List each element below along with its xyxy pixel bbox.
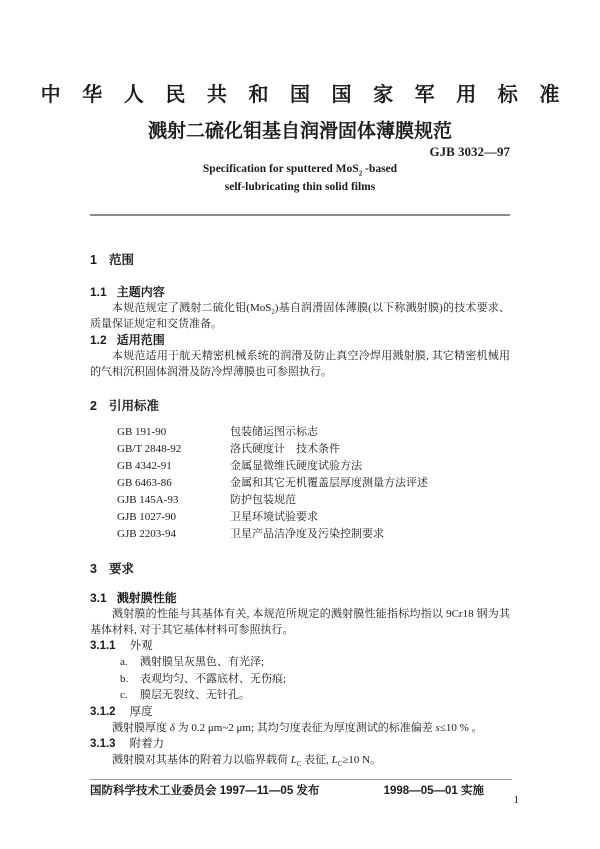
document-title-zh: 溅射二硫化钼基自润滑固体薄膜规范	[147, 121, 452, 142]
section-3-title: 要求	[108, 562, 134, 576]
section-3-1-2-paragraph: 溅射膜厚度 δ 为 0.2 μm~2 μm; 其均匀度表征为厚度测试的标准偏差 s≤10 % 。	[112, 721, 483, 734]
document-footer	[90, 779, 512, 798]
section-3-1-number: 3.1	[90, 591, 107, 605]
section-1-2-heading	[90, 332, 510, 348]
section-1-heading	[90, 252, 510, 268]
list-item	[90, 654, 510, 671]
section-1-2-number: 1.2	[90, 333, 107, 347]
list-item-text: 表观均匀、不露底材、无伤痕;	[140, 672, 287, 685]
implement-date-line: 1998—05—01 实施	[383, 785, 484, 797]
list-item	[90, 671, 510, 688]
section-1-1-number: 1.1	[90, 285, 107, 299]
section-2-heading	[90, 398, 510, 414]
reference-row	[117, 526, 510, 543]
document-title-en-line2: self-lubricating thin solid films	[224, 181, 376, 193]
section-3-number: 3	[90, 562, 97, 576]
page-number: 1	[513, 794, 519, 806]
reference-code: GB 191-90	[117, 426, 167, 438]
header-divider	[90, 214, 510, 216]
section-3-1-3-number: 3.1.3	[90, 737, 116, 750]
reference-list	[90, 424, 510, 543]
reference-code: GJB 145A-93	[117, 494, 179, 506]
section-3-1-paragraph: 溅射膜的性能与其基体有关, 本规范所规定的溅射膜性能指标均指以 9Cr18 钢为其基体材料, 对于其它基体材料可参照执行。	[90, 608, 510, 636]
document-header	[0, 0, 600, 196]
reference-row	[117, 458, 510, 475]
reference-code: GB 6463-86	[117, 477, 172, 489]
section-3-1-3-heading	[90, 736, 510, 752]
section-3-1-2-heading	[90, 704, 510, 720]
section-2-number: 2	[90, 399, 97, 413]
section-3-1-2-title: 厚度	[129, 705, 153, 718]
reference-title: 包装储运图示标志	[230, 426, 318, 438]
reference-row	[117, 509, 510, 526]
section-3-1-2-number: 3.1.2	[90, 705, 116, 718]
section-3-1-heading	[90, 590, 510, 606]
reference-row	[117, 492, 510, 509]
section-1-1-paragraph: 本规范规定了溅射二硫化钼(MoS$_2$)基自润滑固体薄膜(以下称溅射膜)的技术要求、质量保证规定和交货准备。	[90, 302, 510, 330]
document-title-en-line1: Specification for sputtered MoS$_2$ -based	[202, 163, 398, 178]
list-item-text: 溅射膜呈灰黑色、有光泽;	[140, 656, 265, 668]
section-3-1-1-heading	[90, 638, 510, 654]
reference-title: 金属和其它无机覆盖层厚度测量方法评述	[230, 477, 428, 489]
reference-row	[117, 475, 510, 492]
section-3-1-1-title: 外观	[129, 640, 153, 652]
document-body	[0, 252, 600, 768]
reference-title: 金属显微维氏硬度试验方法	[230, 460, 362, 472]
section-1-number: 1	[90, 253, 97, 267]
list-item-label: a.	[120, 656, 128, 668]
reference-code: GJB 2203-94	[117, 528, 176, 540]
section-1-title: 范围	[108, 253, 134, 267]
reference-title: 防护包装规范	[230, 494, 296, 506]
section-1-1-title: 主题内容	[116, 285, 165, 299]
list-item-label: c.	[120, 689, 128, 701]
list-item-label: b.	[120, 672, 129, 685]
section-3-heading	[90, 561, 510, 577]
list-item-text: 膜层无裂纹、无针孔。	[140, 689, 250, 701]
reference-title: 洛氏硬度计 技术条件	[230, 443, 340, 455]
section-1-2-title: 适用范围	[116, 333, 165, 347]
issue-date-line: 国防科学技术工业委员会 1997—11—05 发布	[90, 785, 320, 797]
section-3-1-1-number: 3.1.1	[90, 640, 116, 652]
reference-title: 卫星产品洁净度及污染控制要求	[230, 528, 384, 540]
section-1-1-heading	[90, 284, 510, 300]
reference-row	[117, 441, 510, 458]
standard-number: GJB 3032—97	[429, 144, 510, 159]
reference-row	[117, 424, 510, 441]
section-2-title: 引用标准	[108, 399, 159, 413]
list-item	[90, 687, 510, 704]
section-1-2-paragraph: 本规范适用于航天精密机械系统的润滑及防止真空冷焊用溅射膜, 其它精密机械用的气相沉积固体润滑及防冷焊薄膜也可参照执行。	[90, 350, 510, 378]
section-3-1-3-paragraph: 溅射膜对其基体的附着力以临界载荷 $L_C$ 表征, $L_C\ge 10$ N。	[112, 753, 382, 768]
reference-title: 卫星环境试验要求	[230, 511, 318, 523]
section-3-1-3-title: 附着力	[129, 737, 165, 750]
reference-code: GB/T 2848-92	[117, 443, 182, 455]
national-standard-title: 中 华 人 民 共 和 国 国 家 军 用 标 准	[40, 84, 568, 106]
appearance-requirements-list	[90, 654, 510, 704]
reference-code: GJB 1027-90	[117, 511, 176, 523]
reference-code: GB 4342-91	[117, 460, 172, 472]
section-3-1-title: 溅射膜性能	[116, 591, 177, 605]
